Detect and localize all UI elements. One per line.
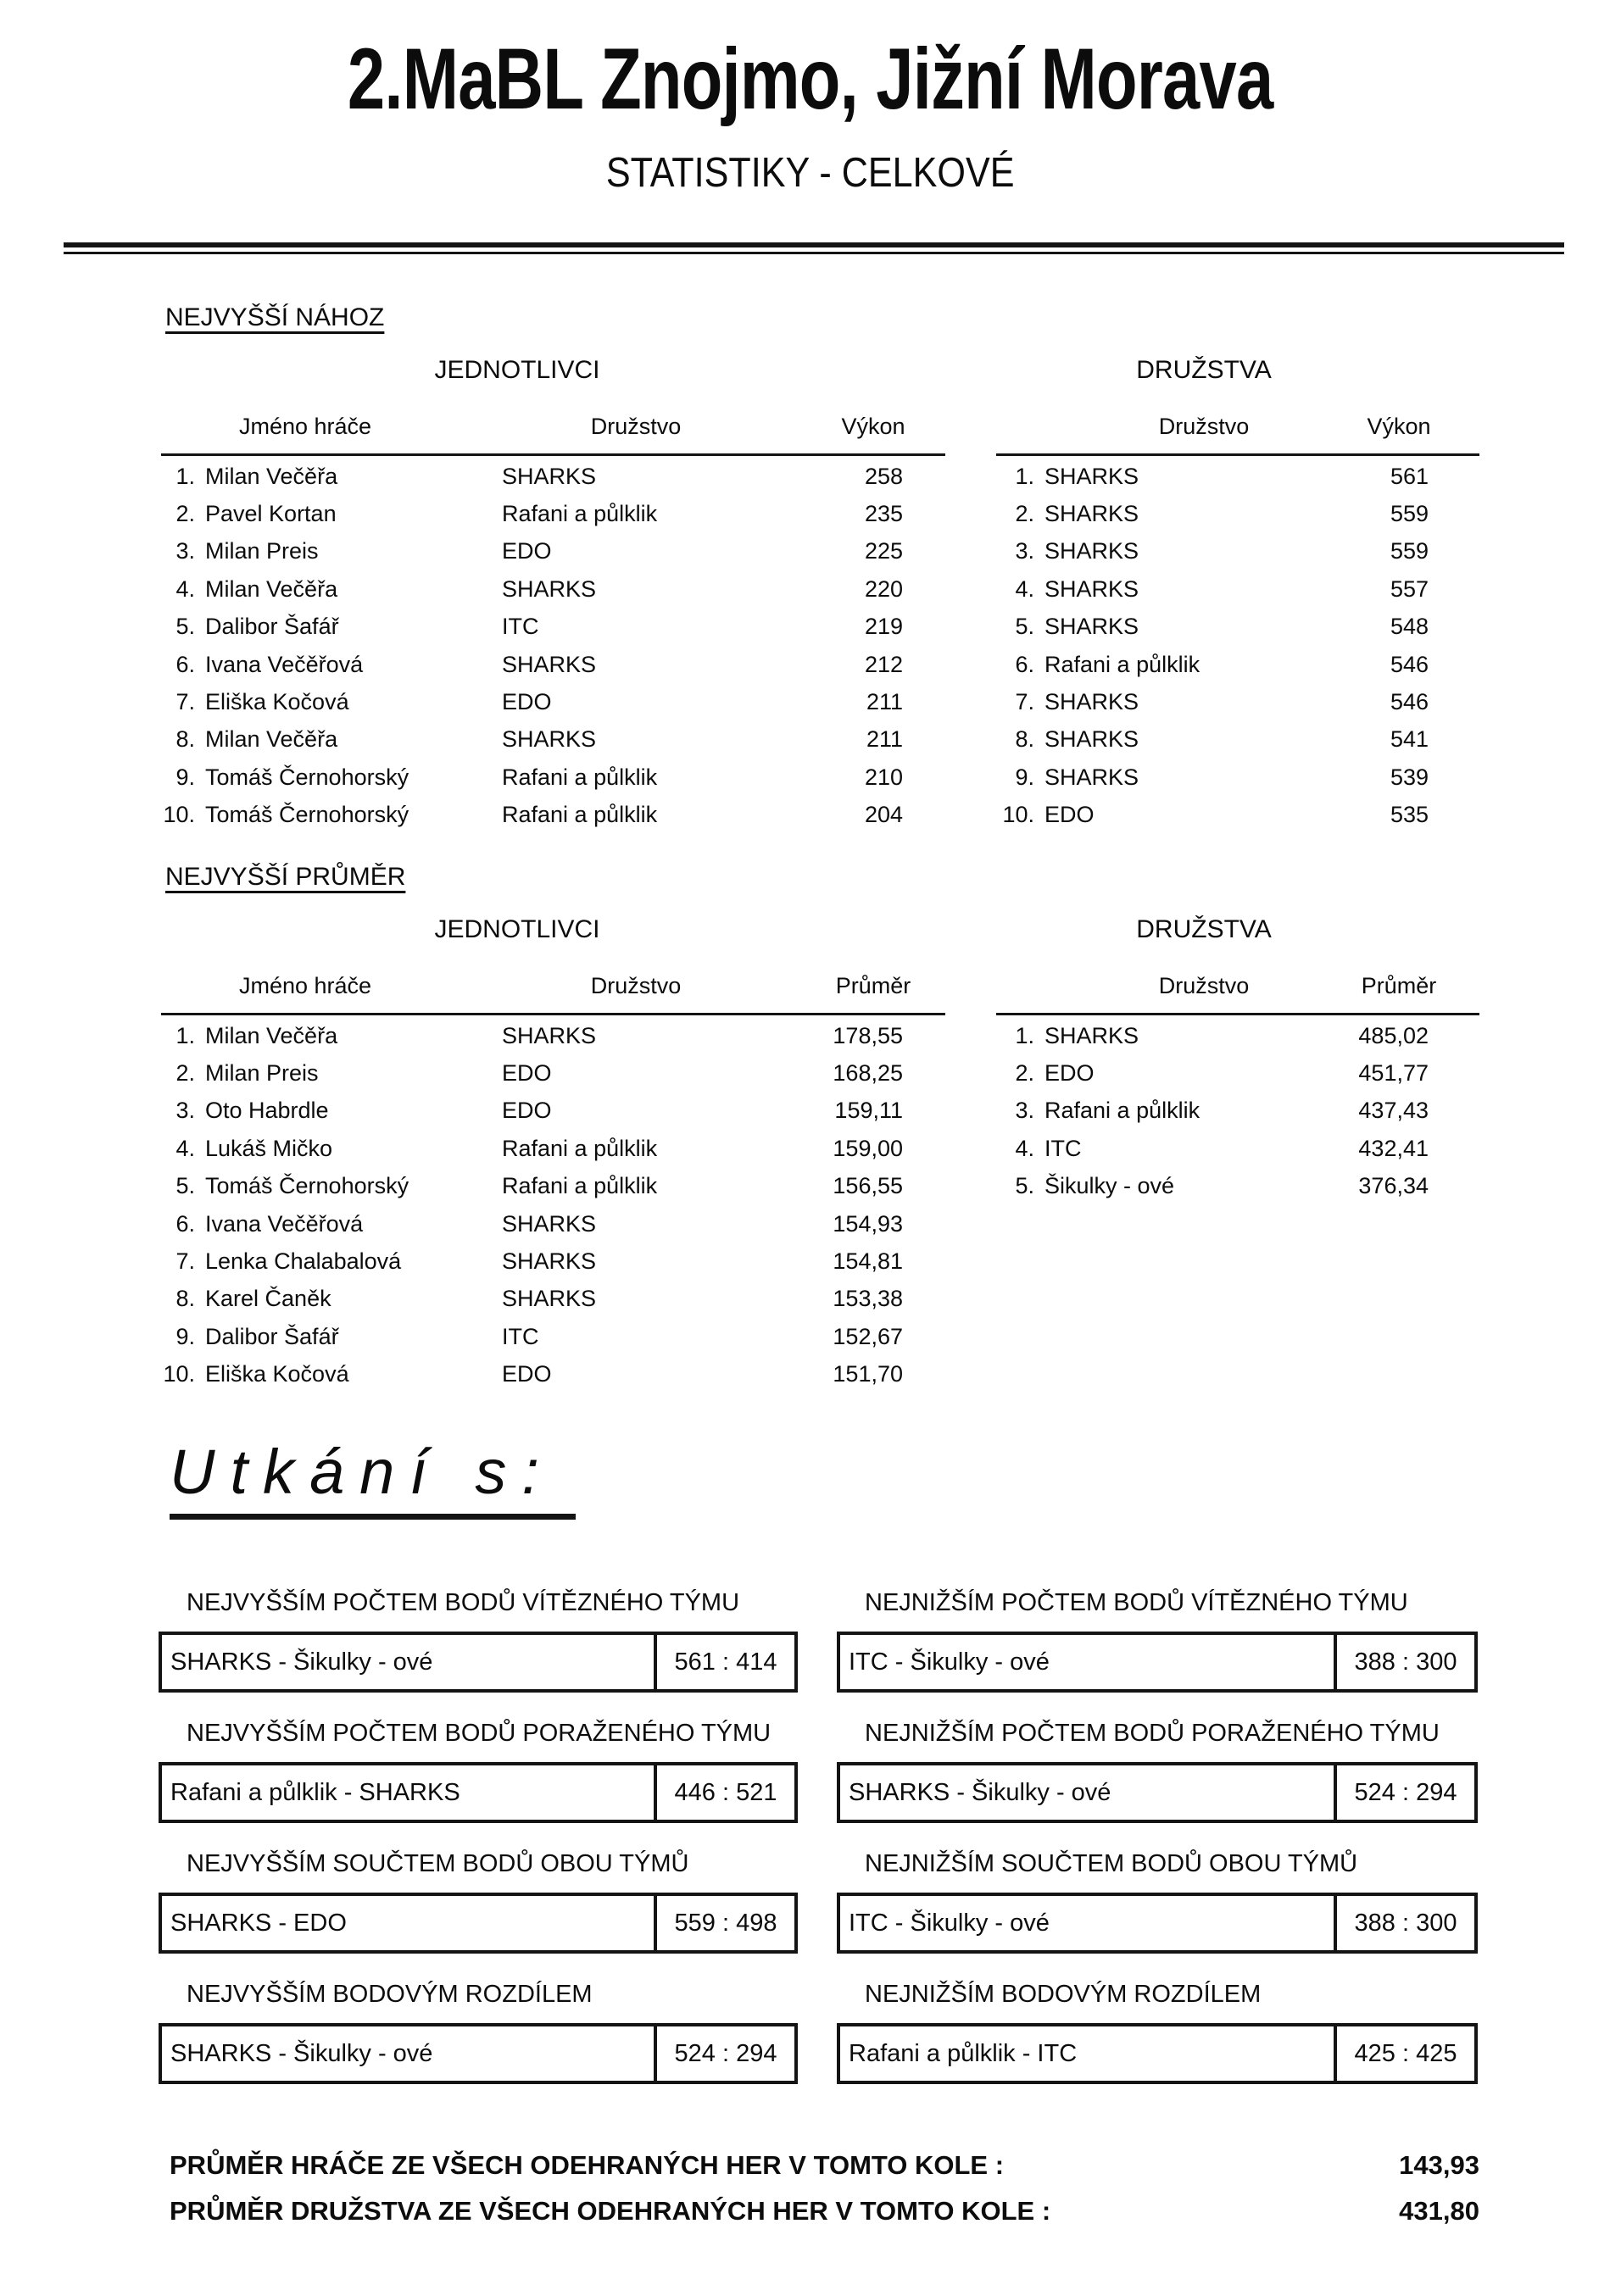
name-cell: Karel Čaněk (205, 1286, 331, 1312)
match-box (159, 2023, 798, 2084)
table-row (119, 458, 916, 495)
table-row (119, 1017, 916, 1054)
table-header-row (966, 414, 1441, 440)
match-item (837, 1720, 1478, 1823)
rank-cell: 2. (1015, 501, 1034, 527)
rank-cell: 8. (1015, 726, 1034, 753)
table-header-rule (996, 453, 1479, 456)
match-item (159, 1589, 798, 1693)
table-row (966, 609, 1441, 646)
team-cell: SHARKS (502, 651, 597, 677)
teams-title: DRUŽSTVA (1136, 915, 1272, 943)
match-item (159, 1720, 798, 1823)
value-cell: 546 (1390, 689, 1429, 715)
rank-cell: 3. (1015, 538, 1034, 564)
footer-averages (170, 2143, 1479, 2234)
match-teams: SHARKS - EDO (170, 1909, 347, 1937)
match-label: NEJNIŽŠÍM SOUČTEM BODŮ OBOU TÝMŮ (865, 1850, 1358, 1877)
match-item (159, 1850, 798, 1954)
name-cell: Milan Preis (205, 1060, 319, 1087)
value-cell: 159,11 (834, 1098, 903, 1124)
rank-cell: 10. (1002, 802, 1034, 828)
name-cell: Lenka Chalabalová (205, 1248, 402, 1275)
table-row (966, 1092, 1441, 1130)
name-cell: Dalibor Šafář (205, 614, 339, 640)
name-cell: Milan Večěřa (205, 726, 338, 753)
team-cell: Rafani a půlklik (502, 1173, 658, 1199)
team-cell: SHARKS (502, 463, 597, 489)
average-label: PRŮMĚR DRUŽSTVA ZE VŠECH ODEHRANÝCH HER V TOMTO KOLE : (170, 2196, 1051, 2226)
rank-cell: 3. (175, 1098, 195, 1124)
team-cell: SHARKS (1044, 614, 1139, 640)
rank-cell: 3. (1015, 1098, 1034, 1124)
individuals-table (119, 356, 916, 834)
header-divider (64, 242, 1564, 254)
team-cell: ITC (502, 1323, 539, 1349)
rank-cell: 5. (1015, 614, 1034, 640)
rank-cell: 1. (1015, 463, 1034, 489)
value-cell: 156,55 (833, 1173, 903, 1199)
value-cell: 154,93 (833, 1210, 903, 1237)
table-row (119, 1130, 916, 1167)
name-cell: Tomáš Černohorský (205, 764, 409, 790)
average-value: 143,93 (1399, 2150, 1479, 2180)
column-header-value: Výkon (1367, 414, 1431, 439)
team-cell: EDO (1044, 802, 1095, 828)
average-value: 431,80 (1399, 2196, 1479, 2226)
name-cell: Dalibor Šafář (205, 1323, 339, 1349)
value-cell: 559 (1390, 501, 1429, 527)
section-highest-throw (0, 303, 1621, 863)
table-row (119, 721, 916, 759)
match-score: 425 : 425 (1334, 2026, 1474, 2081)
table-row (119, 1092, 916, 1130)
name-cell: Milan Večěřa (205, 575, 338, 602)
page-subtitle: STATISTIKY - CELKOVÉ (606, 150, 1015, 197)
column-header-value: Výkon (841, 414, 905, 439)
teams-title: DRUŽSTVA (1136, 356, 1272, 384)
rank-cell: 5. (1015, 1173, 1034, 1199)
match-item (159, 1981, 798, 2084)
match-box (159, 1632, 798, 1693)
team-cell: SHARKS (1044, 689, 1139, 715)
table-header-row (119, 414, 916, 440)
value-cell: 541 (1390, 726, 1429, 753)
matches-heading: Utkání s: (170, 1441, 576, 1520)
table-row (119, 1281, 916, 1318)
value-cell: 219 (864, 614, 903, 640)
value-cell: 557 (1390, 575, 1429, 602)
team-cell: EDO (502, 538, 552, 564)
name-cell: Milan Večěřa (205, 463, 338, 489)
rank-cell: 6. (175, 651, 195, 677)
section-heading: NEJVYŠŠÍ PRŮMĚR (165, 863, 406, 891)
team-cell: Rafani a půlklik (502, 802, 658, 828)
matches-grid (159, 1589, 1478, 2111)
table-header-rule (161, 1013, 945, 1015)
teams-table (966, 915, 1441, 1205)
match-box (837, 1632, 1478, 1693)
team-cell: EDO (502, 1361, 552, 1387)
match-teams: SHARKS - Šikulky - ové (170, 1648, 433, 1676)
rank-cell: 6. (1015, 651, 1034, 677)
match-score: 561 : 414 (654, 1635, 794, 1689)
table-row (966, 1017, 1441, 1054)
rank-cell: 7. (175, 1248, 195, 1275)
rank-cell: 2. (175, 1060, 195, 1087)
match-teams: Rafani a půlklik - SHARKS (170, 1778, 460, 1806)
team-cell: SHARKS (502, 1286, 597, 1312)
team-cell: SHARKS (1044, 538, 1139, 564)
team-cell: EDO (502, 1098, 552, 1124)
rank-cell: 8. (175, 726, 195, 753)
team-cell: SHARKS (1044, 575, 1139, 602)
individuals-title: JEDNOTLIVCI (434, 915, 600, 943)
match-box (837, 1762, 1478, 1823)
name-cell: Eliška Kočová (205, 689, 349, 715)
table-header-rule (161, 453, 945, 456)
table-row (119, 759, 916, 796)
name-cell: Ivana Večěřová (205, 651, 364, 677)
value-cell: 559 (1390, 538, 1429, 564)
rank-cell: 7. (1015, 689, 1034, 715)
table-row (119, 1168, 916, 1205)
value-cell: 546 (1390, 651, 1429, 677)
value-cell: 211 (866, 726, 903, 753)
column-header-player: Jméno hráče (238, 973, 372, 998)
table-row (966, 570, 1441, 608)
rank-cell: 3. (175, 538, 195, 564)
table-row (119, 683, 916, 720)
table-row (119, 533, 916, 570)
table-row (966, 495, 1441, 532)
name-cell: Pavel Kortan (205, 501, 337, 527)
rank-cell: 1. (1015, 1022, 1034, 1048)
value-cell: 210 (864, 764, 903, 790)
rank-cell: 4. (1015, 575, 1034, 602)
value-cell: 437,43 (1358, 1098, 1429, 1124)
value-cell: 212 (864, 651, 903, 677)
value-cell: 154,81 (833, 1248, 903, 1275)
name-cell: Lukáš Mičko (205, 1135, 333, 1161)
table-body (966, 458, 1441, 834)
value-cell: 151,70 (833, 1361, 903, 1387)
name-cell: Eliška Kočová (205, 1361, 349, 1387)
match-score: 524 : 294 (654, 2026, 794, 2081)
name-cell: Tomáš Černohorský (205, 1173, 409, 1199)
match-teams: SHARKS - Šikulky - ové (170, 2039, 433, 2067)
value-cell: 168,25 (833, 1060, 903, 1087)
match-box (837, 2023, 1478, 2084)
table-row (966, 533, 1441, 570)
match-teams: SHARKS - Šikulky - ové (849, 1778, 1111, 1806)
team-cell: EDO (1044, 1060, 1095, 1087)
individuals-title: JEDNOTLIVCI (434, 356, 600, 384)
team-cell: SHARKS (1044, 726, 1139, 753)
value-cell: 561 (1390, 463, 1429, 489)
section-matches (0, 1437, 1621, 2144)
table-row (119, 609, 916, 646)
value-cell: 258 (864, 463, 903, 489)
team-cell: ITC (502, 614, 539, 640)
table-row (966, 721, 1441, 759)
match-label: NEJVYŠŠÍM SOUČTEM BODŮ OBOU TÝMŮ (187, 1850, 689, 1877)
average-line (170, 2143, 1479, 2188)
table-row (119, 1054, 916, 1092)
team-cell: Rafani a půlklik (502, 764, 658, 790)
rank-cell: 8. (175, 1286, 195, 1312)
rank-cell: 10. (163, 1361, 195, 1387)
name-cell: Ivana Večěřová (205, 1210, 364, 1237)
rank-cell: 6. (175, 1210, 195, 1237)
team-cell: EDO (502, 689, 552, 715)
rank-cell: 5. (175, 614, 195, 640)
value-cell: 211 (866, 689, 903, 715)
rank-cell: 9. (175, 764, 195, 790)
column-header-player: Jméno hráče (238, 414, 372, 439)
table-row (119, 495, 916, 532)
value-cell: 235 (864, 501, 903, 527)
table-body (119, 1017, 916, 1393)
value-cell: 220 (864, 575, 903, 602)
rank-cell: 4. (1015, 1135, 1034, 1161)
rank-cell: 4. (175, 1135, 195, 1161)
name-cell: Milan Večěřa (205, 1022, 338, 1048)
table-row (119, 646, 916, 683)
rank-cell: 2. (175, 501, 195, 527)
rank-cell: 7. (175, 689, 195, 715)
team-cell: EDO (502, 1060, 552, 1087)
rank-cell: 2. (1015, 1060, 1034, 1087)
rank-cell: 4. (175, 575, 195, 602)
match-item (837, 1589, 1478, 1693)
table-row (119, 1356, 916, 1393)
value-cell: 485,02 (1358, 1022, 1429, 1048)
page-title: 2.MaBL Znojmo, Jižní Morava (348, 31, 1273, 127)
value-cell: 152,67 (833, 1323, 903, 1349)
value-cell: 432,41 (1358, 1135, 1429, 1161)
team-cell: SHARKS (502, 1248, 597, 1275)
value-cell: 178,55 (833, 1022, 903, 1048)
column-header-team: Družstvo (1158, 973, 1250, 998)
name-cell: Oto Habrdle (205, 1098, 329, 1124)
team-cell: Rafani a půlklik (1044, 651, 1200, 677)
rank-cell: 1. (175, 463, 195, 489)
team-cell: Rafani a půlklik (502, 1135, 658, 1161)
team-cell: Rafani a půlklik (502, 501, 658, 527)
table-row (119, 1205, 916, 1243)
column-header-value: Průměr (1361, 973, 1437, 998)
match-label: NEJVYŠŠÍM POČTEM BODŮ PORAŽENÉHO TÝMU (187, 1720, 772, 1747)
table-row (966, 1168, 1441, 1205)
table-row (966, 759, 1441, 796)
table-row (119, 1318, 916, 1355)
match-label: NEJVYŠŠÍM BODOVÝM ROZDÍLEM (187, 1981, 593, 2008)
value-cell: 535 (1390, 802, 1429, 828)
column-header-team: Družstvo (590, 973, 682, 998)
match-score: 559 : 498 (654, 1896, 794, 1950)
team-cell: SHARKS (1044, 1022, 1139, 1048)
table-row (966, 797, 1441, 834)
table-row (966, 683, 1441, 720)
table-row (119, 570, 916, 608)
name-cell: Tomáš Černohorský (205, 802, 409, 828)
team-cell: SHARKS (502, 726, 597, 753)
team-cell: Šikulky - ové (1044, 1173, 1175, 1199)
table-row (966, 1054, 1441, 1092)
match-score: 446 : 521 (654, 1765, 794, 1820)
average-label: PRŮMĚR HRÁČE ZE VŠECH ODEHRANÝCH HER V TOMTO KOLE : (170, 2150, 1005, 2180)
column-header-team: Družstvo (1158, 414, 1250, 439)
rank-cell: 9. (1015, 764, 1034, 790)
teams-table (966, 356, 1441, 834)
table-row (119, 797, 916, 834)
table-row (119, 1243, 916, 1280)
table-body (119, 458, 916, 834)
match-label: NEJNIŽŠÍM BODOVÝM ROZDÍLEM (865, 1981, 1262, 2008)
table-header-row (966, 973, 1441, 999)
value-cell: 153,38 (833, 1286, 903, 1312)
value-cell: 539 (1390, 764, 1429, 790)
team-cell: SHARKS (1044, 463, 1139, 489)
match-score: 388 : 300 (1334, 1635, 1474, 1689)
section-heading: NEJVYŠŠÍ NÁHOZ (165, 303, 385, 331)
value-cell: 376,34 (1358, 1173, 1429, 1199)
table-body (966, 1017, 1441, 1205)
match-label: NEJNIŽŠÍM POČTEM BODŮ VÍTĚZNÉHO TÝMU (865, 1589, 1408, 1616)
match-teams: ITC - Šikulky - ové (849, 1909, 1050, 1937)
individuals-table (119, 915, 916, 1393)
match-teams: Rafani a půlklik - ITC (849, 2039, 1078, 2067)
value-cell: 159,00 (833, 1135, 903, 1161)
rank-cell: 1. (175, 1022, 195, 1048)
table-row (966, 646, 1441, 683)
rank-cell: 5. (175, 1173, 195, 1199)
match-box (159, 1762, 798, 1823)
match-box (159, 1893, 798, 1954)
match-teams: ITC - Šikulky - ové (849, 1648, 1050, 1676)
column-header-team: Družstvo (590, 414, 682, 439)
team-cell: SHARKS (502, 1210, 597, 1237)
table-row (966, 1130, 1441, 1167)
table-header-rule (996, 1013, 1479, 1015)
team-cell: SHARKS (502, 1022, 597, 1048)
match-box (837, 1893, 1478, 1954)
column-header-value: Průměr (835, 973, 911, 998)
value-cell: 451,77 (1358, 1060, 1429, 1087)
match-label: NEJNIŽŠÍM POČTEM BODŮ PORAŽENÉHO TÝMU (865, 1720, 1440, 1747)
team-cell: SHARKS (1044, 764, 1139, 790)
value-cell: 225 (864, 538, 903, 564)
table-header-row (119, 973, 916, 999)
team-cell: Rafani a půlklik (1044, 1098, 1200, 1124)
match-item (837, 1981, 1478, 2084)
match-score: 388 : 300 (1334, 1896, 1474, 1950)
match-item (837, 1850, 1478, 1954)
name-cell: Milan Preis (205, 538, 319, 564)
match-score: 524 : 294 (1334, 1765, 1474, 1820)
rank-cell: 9. (175, 1323, 195, 1349)
value-cell: 204 (864, 802, 903, 828)
table-row (966, 458, 1441, 495)
rank-cell: 10. (163, 802, 195, 828)
section-highest-average (0, 863, 1621, 1422)
team-cell: ITC (1044, 1135, 1082, 1161)
team-cell: SHARKS (1044, 501, 1139, 527)
team-cell: SHARKS (502, 575, 597, 602)
match-label: NEJVYŠŠÍM POČTEM BODŮ VÍTĚZNÉHO TÝMU (187, 1589, 740, 1616)
average-line (170, 2188, 1479, 2234)
page-header (0, 31, 1621, 197)
value-cell: 548 (1390, 614, 1429, 640)
